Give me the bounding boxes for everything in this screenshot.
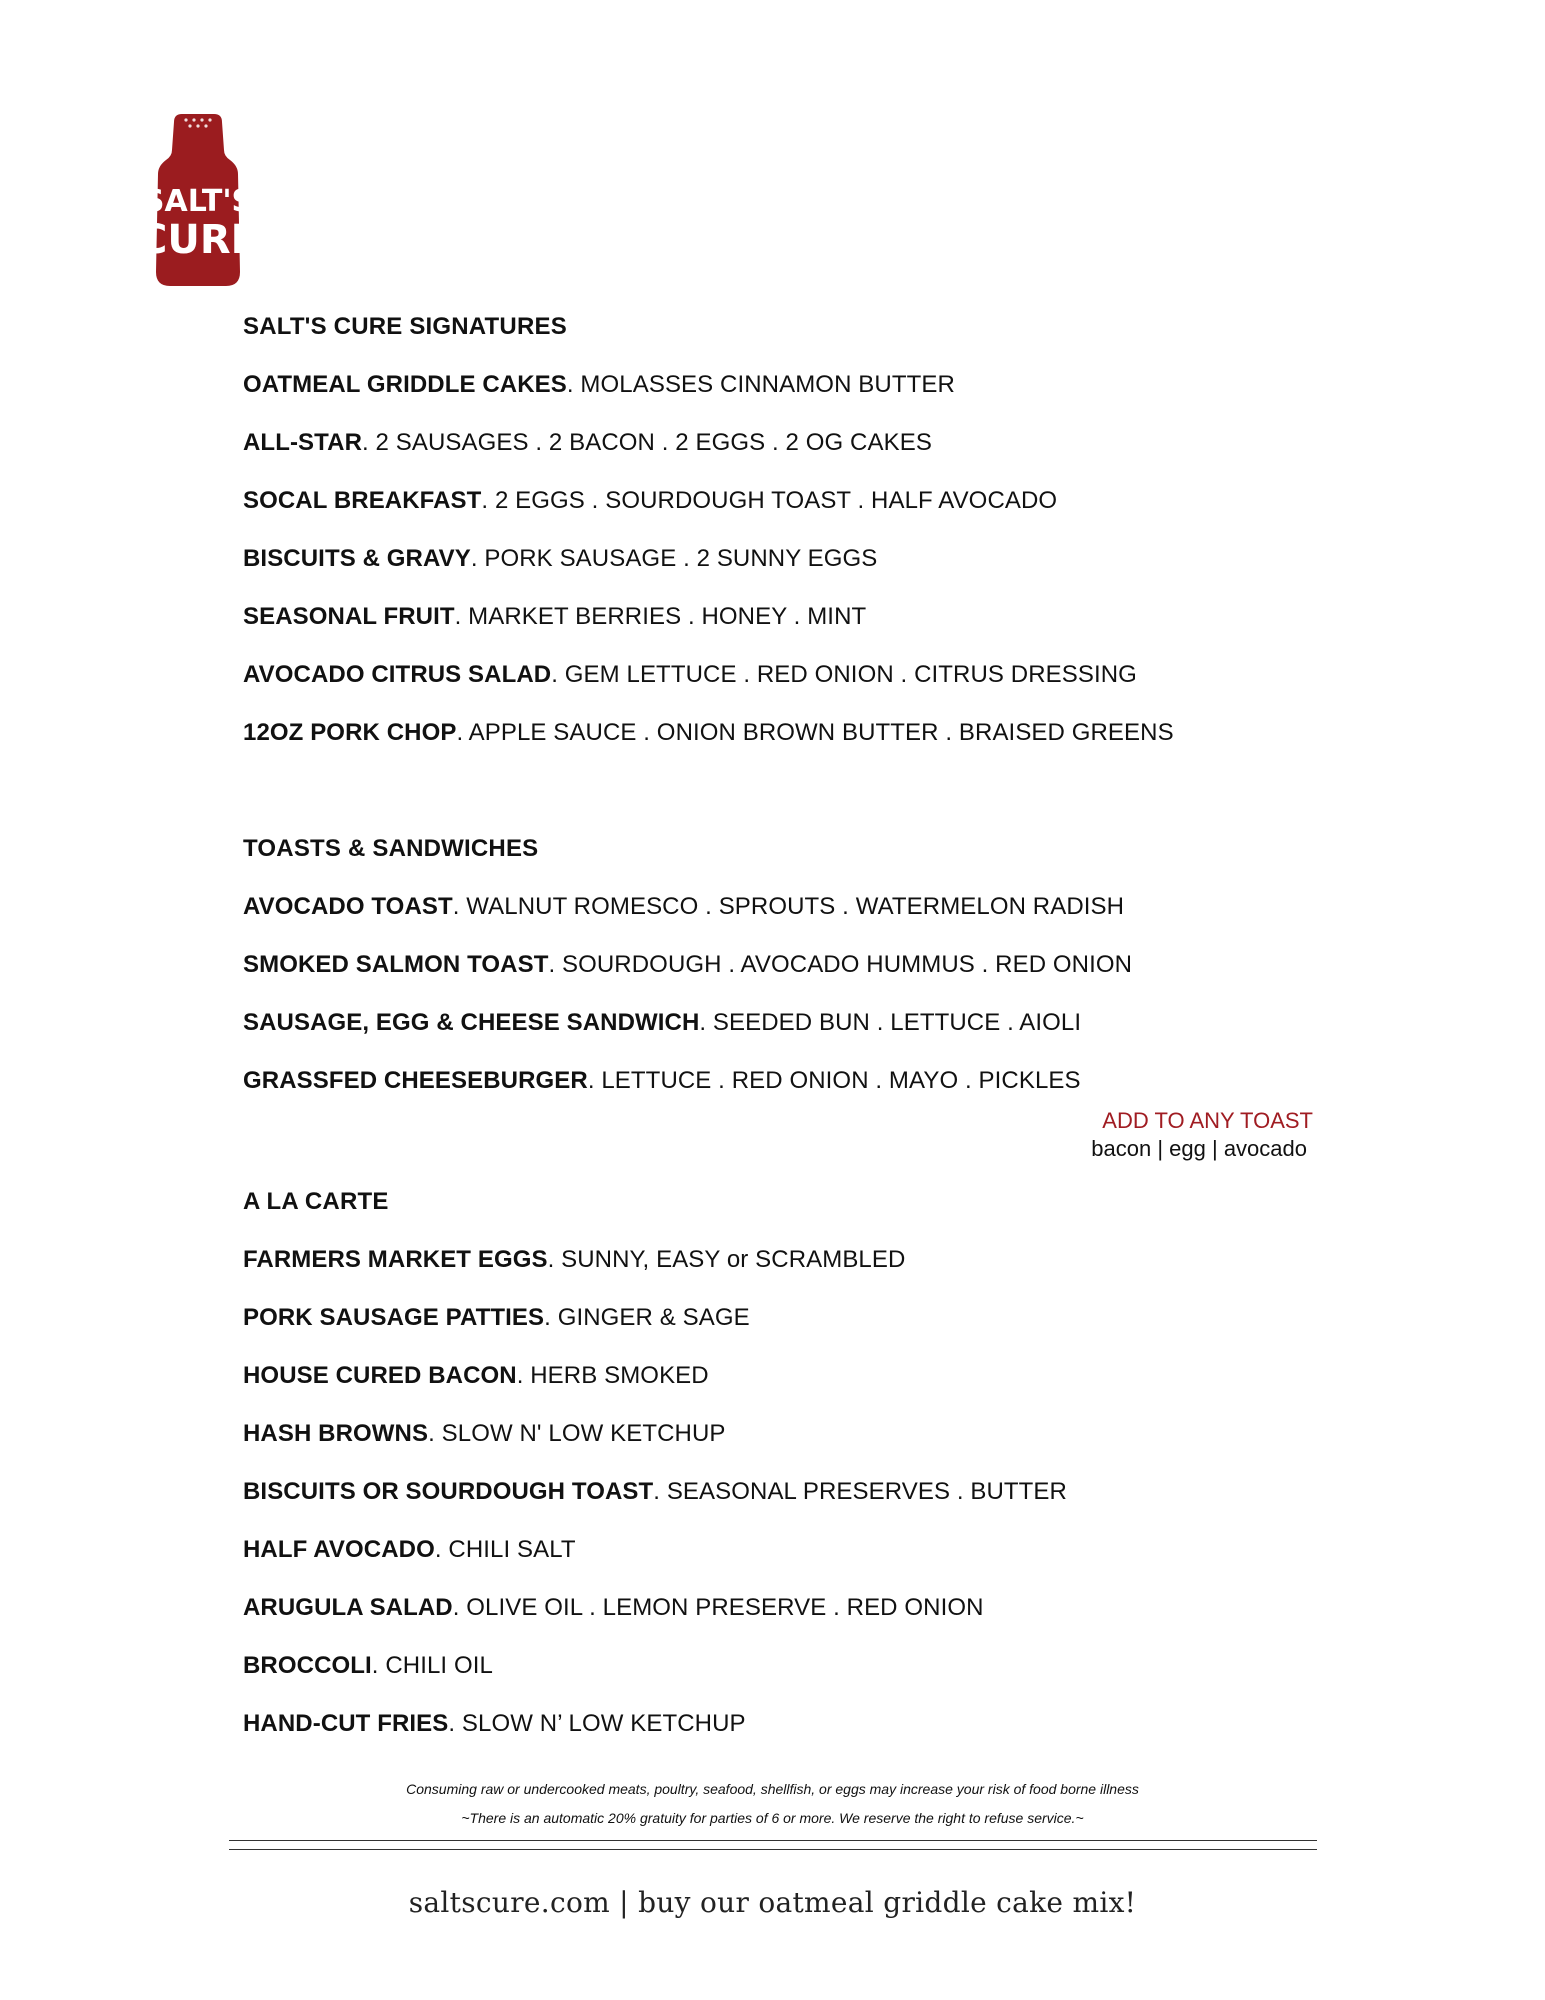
menu-item xyxy=(243,1361,1343,1391)
item-desc: . SUNNY, EASY or SCRAMBLED xyxy=(547,1246,906,1273)
toast-addon-note xyxy=(1091,1107,1313,1163)
item-name: HASH BROWNS xyxy=(243,1420,429,1447)
menu-item xyxy=(243,1008,1343,1038)
item-desc: . WALNUT ROMESCO . SPROUTS . WATERMELON RADISH xyxy=(452,893,1125,920)
footer-website: saltscure.com | buy our oatmeal griddle cake mix! xyxy=(408,1886,1137,1919)
item-name: SMOKED SALMON TOAST xyxy=(243,951,549,978)
menu-item xyxy=(243,1419,1343,1449)
item-name: BISCUITS OR SOURDOUGH TOAST xyxy=(243,1478,654,1505)
section-alacarte xyxy=(243,1187,1343,1767)
item-desc: . MARKET BERRIES . HONEY . MINT xyxy=(454,603,867,630)
salts-cure-logo xyxy=(138,112,258,288)
menu-item xyxy=(243,370,1343,400)
menu-item xyxy=(243,1535,1343,1565)
item-desc: . PORK SAUSAGE . 2 SUNNY EGGS xyxy=(470,545,878,572)
item-name: 12OZ PORK CHOP xyxy=(243,719,457,746)
logo-line1: SALT'S xyxy=(142,184,254,219)
item-name: SOCAL BREAKFAST xyxy=(243,487,482,514)
section-title-alacarte: A LA CARTE xyxy=(243,1188,389,1215)
logo-line2: CURE xyxy=(138,217,258,263)
item-name: GRASSFED CHEESEBURGER xyxy=(243,1067,588,1094)
item-name: AVOCADO TOAST xyxy=(243,893,453,920)
item-desc: . SEASONAL PRESERVES . BUTTER xyxy=(653,1478,1067,1505)
disclaimer-gratuity: ~There is an automatic 20% gratuity for parties of 6 or more. We reserve the right to refuse service.~ xyxy=(461,1810,1084,1826)
item-name: HAND-CUT FRIES xyxy=(243,1710,449,1737)
menu-item xyxy=(243,892,1343,922)
menu-item xyxy=(243,1303,1343,1333)
item-name: HOUSE CURED BACON xyxy=(243,1362,517,1389)
addon-list: bacon | egg | avocado xyxy=(1091,1136,1307,1161)
item-name: HALF AVOCADO xyxy=(243,1536,435,1563)
item-desc: . GINGER & SAGE xyxy=(544,1304,750,1331)
menu-item xyxy=(243,602,1343,632)
item-desc: . SEEDED BUN . LETTUCE . AIOLI xyxy=(699,1009,1082,1036)
item-desc: . CHILI SALT xyxy=(434,1536,576,1563)
disclaimer-food-safety: Consuming raw or undercooked meats, poultry, seafood, shellfish, or eggs may increase your risk of food borne illness xyxy=(406,1781,1139,1797)
item-name: FARMERS MARKET EGGS xyxy=(243,1246,548,1273)
item-desc: . 2 EGGS . SOURDOUGH TOAST . HALF AVOCADO xyxy=(481,487,1058,514)
menu-item xyxy=(243,428,1343,458)
menu-item xyxy=(243,718,1343,748)
item-desc: . MOLASSES CINNAMON BUTTER xyxy=(566,371,955,398)
item-desc: . APPLE SAUCE . ONION BROWN BUTTER . BRAISED GREENS xyxy=(456,719,1174,746)
menu-item xyxy=(243,950,1343,980)
menu-item xyxy=(243,1245,1343,1275)
menu-item xyxy=(243,1477,1343,1507)
item-name: ALL-STAR xyxy=(243,429,362,456)
item-name: BROCCOLI xyxy=(243,1652,372,1679)
item-desc: . OLIVE OIL . LEMON PRESERVE . RED ONION xyxy=(452,1594,984,1621)
section-title-signatures: SALT'S CURE SIGNATURES xyxy=(243,313,567,340)
item-desc: . CHILI OIL xyxy=(371,1652,493,1679)
item-desc: . 2 SAUSAGES . 2 BACON . 2 EGGS . 2 OG CAKES xyxy=(362,429,932,456)
item-name: OATMEAL GRIDDLE CAKES xyxy=(243,371,567,398)
item-name: SAUSAGE, EGG & CHEESE SANDWICH xyxy=(243,1009,700,1036)
item-desc: . LETTUCE . RED ONION . MAYO . PICKLES xyxy=(587,1067,1081,1094)
item-name: ARUGULA SALAD xyxy=(243,1594,453,1621)
item-desc: . GEM LETTUCE . RED ONION . CITRUS DRESSING xyxy=(551,661,1137,688)
menu-body xyxy=(243,312,1343,1124)
item-desc: . SOURDOUGH . AVOCADO HUMMUS . RED ONION xyxy=(548,951,1133,978)
divider-bottom xyxy=(229,1849,1317,1850)
salt-shaker-logo-icon xyxy=(138,112,258,288)
item-desc: . SLOW N' LOW KETCHUP xyxy=(428,1420,726,1447)
section-title-toasts: TOASTS & SANDWICHES xyxy=(243,835,539,862)
divider-top xyxy=(229,1840,1317,1841)
item-desc: . SLOW N’ LOW KETCHUP xyxy=(448,1710,746,1737)
menu-item xyxy=(243,486,1343,516)
menu-item xyxy=(243,1593,1343,1623)
menu-item xyxy=(243,660,1343,690)
item-name: AVOCADO CITRUS SALAD xyxy=(243,661,552,688)
addon-title: ADD TO ANY TOAST xyxy=(1102,1108,1313,1133)
menu-item xyxy=(243,1709,1343,1739)
menu-item xyxy=(243,1651,1343,1681)
item-name: BISCUITS & GRAVY xyxy=(243,545,471,572)
item-name: PORK SAUSAGE PATTIES xyxy=(243,1304,545,1331)
item-desc: . HERB SMOKED xyxy=(516,1362,709,1389)
menu-item xyxy=(243,1066,1343,1096)
menu-item xyxy=(243,544,1343,574)
item-name: SEASONAL FRUIT xyxy=(243,603,455,630)
